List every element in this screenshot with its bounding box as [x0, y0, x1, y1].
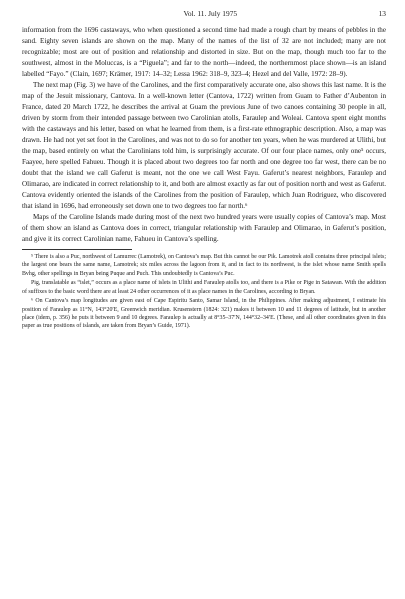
- footnote-6: ⁶ On Cantova’s map longitudes are given east of Cape Espiritu Santo, Samar Island, in the Philippines. After making adjustment, I estimate his position of Faraulep as 11°N, 143°20′E, Greenwich meridian. Krusenstern (1824: 321) makes it between 10 and 11 degrees of latitude, but in another place (idem, p. 356) he puts it between 9 and 10 degrees. Faraulep is actually at 8°35–37′N, 144°32–34′E. (These, and all other coordinates given in this paper as true positions of islands, are taken from Bryan’s Guide, 1971).: [22, 298, 386, 330]
- journal-page: [22, 8, 386, 331]
- footnote-5: ⁵ There is also a Puc, northwest of Lamurrec (Lamotrek), on Cantova’s map. But this cannot be our Pik. Lamotrek atoll contains three principal islets; the largest one bears the same name, Lamotrek; six miles across the lagoon from it, and in fact to its northwest, is the islet whose name Smith spells Bvhg, other spellings in Bryan being Puque and Puch. This undoubtedly is Cantova’s Puc.: [22, 254, 386, 277]
- running-head: Vol. 11. July 1975: [183, 9, 238, 18]
- page-number: 13: [378, 9, 386, 18]
- body-paragraph-2: The next map (Fig. 3) we have of the Carolines, and the first comparatively accurate one, also shows this last name. It is the map of the Jesuit missionary, Cantova. In a well-known letter (Cantova, 1722) written from Guam to Father d’Aubenton in France, dated 20 March 1722, he describes the arrival at Guam the previous June of two canoes containing 30 people in all, driven by storm from their intended passage between two Carolinian atolls, Faraulep and Woleai. Cantova spent eight months with the castaways and his letter, based on what he learned from them, is a first-rate ethnographic description. Also, a map was drawn. He had not yet set foot in the Carolines, and was not to do so for another ten years, when he was murdered at Ulithi, but the map, based entirely on what the Carolinians told him, is surprisingly accurate. Of our four place names, only one⁵ occurs, Faayee, here spelled Fahueu. Though it is placed about two degrees too far north and one degree too far west, there can be no doubt that the island we call Gaferut is meant, not the one we call West Fayu. Gaferut’s nearest neighbors, Faraulep and Olimarao, are indicated in correct relationship to it, and both are almost exactly as far out of position north and west as Gaferut. Cantova evidently oriented the islands of the Carolines from the position of Faraulep, which Juan Rodriguez, who discovered that island in 1696, had erroneously set down one to two degrees too far north.⁶: [22, 81, 386, 210]
- body-paragraph-3: Maps of the Caroline Islands made during most of the next two hundred years were usually copies of Cantova’s map. Most of them show an island as Cantova does in correct, triangular relationship with Faraulep and Olimarao, in Gaferut’s position, and give it its correct Carolinian name, Fahueu in Cantova’s spelling.: [22, 213, 386, 243]
- footnote-rule: [22, 249, 132, 250]
- page-header: [22, 8, 386, 20]
- body-paragraph-1: information from the 1696 castaways, who when questioned a second time had made a rough chart by means of pebbles in the sand. Eighty seven islands are shown on the map. Many of the names of the list of 32 are not included; many are not recognizable; most are out of position and relationship and distorted in size. But on the map, though much too far to the southwest, almost in the Moluccas, is a “Piguela”; and far to the north—indeed, the northernmost place shown—is an island labelled “Fayo.” (Clain, 1697; Krämer, 1917: 14–32; Lessa 1962: 318–9, 323–4; Hezel and del Valle, 1972: 28–9).: [22, 26, 386, 78]
- footnote-5-continued: Pig, translatable as “islet,” occurs as a place name of islets in Ulithi and Faraulep atolls too, and there is a Pike or Pige in Satawan. With the addition of suffixes to the basic word there are at least 24 other occurrences of it as place names in the Carolines, according to Bryan.: [22, 280, 386, 295]
